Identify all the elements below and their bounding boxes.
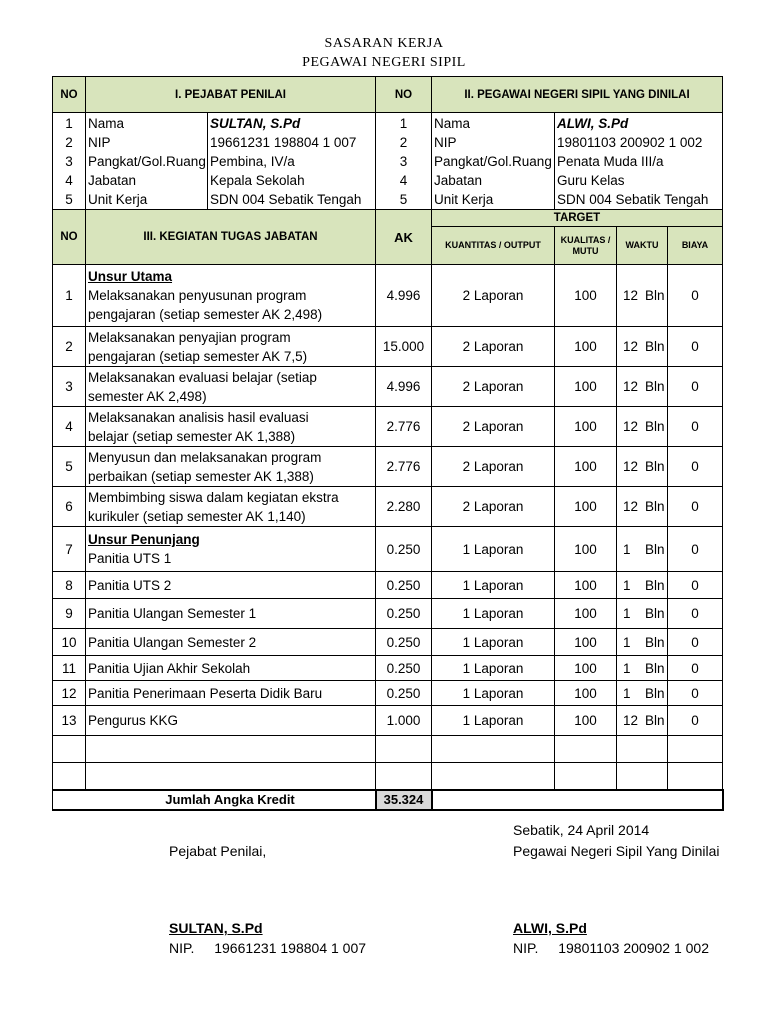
row-biaya: 0	[668, 599, 723, 629]
row-unit: Laporan	[473, 419, 524, 434]
row-biaya: 0	[668, 572, 723, 599]
table-row	[53, 599, 723, 629]
row-ak: 2.776	[376, 447, 432, 487]
row-mutu: 100	[555, 629, 617, 656]
row-output	[432, 629, 555, 656]
activity-cell	[86, 407, 376, 447]
row-biaya: 0	[668, 629, 723, 656]
row-waktu-value: 12	[623, 459, 639, 474]
unsur-penunjang-heading: Unsur Penunjang	[88, 532, 200, 547]
table-row	[53, 706, 723, 736]
row-waktu-value: 12	[623, 339, 639, 354]
row-waktu	[617, 265, 668, 327]
activity-line-2: semester AK 2,498)	[88, 388, 207, 404]
empty-rows	[53, 736, 723, 810]
identity-labels-right	[432, 113, 555, 210]
row-no: 1	[53, 265, 86, 327]
row-ak: 4.996	[376, 265, 432, 327]
row-ak: 0.250	[376, 527, 432, 572]
left-nip	[169, 940, 366, 956]
row-output	[432, 527, 555, 572]
id-no: 4	[399, 173, 408, 188]
id-label: NIP	[88, 135, 111, 150]
row-output	[432, 599, 555, 629]
table-row	[53, 265, 723, 327]
row-waktu	[617, 706, 668, 736]
row-mutu: 100	[555, 447, 617, 487]
row-biaya: 0	[668, 407, 723, 447]
row-waktu-unit: Bln	[645, 419, 665, 434]
row-ak: 1.000	[376, 706, 432, 736]
dinilai-pangkat: Penata Muda III/a	[557, 154, 664, 169]
id-no: 4	[65, 173, 73, 188]
id-label: Unit Kerja	[434, 192, 494, 207]
row-waktu-value: 1	[623, 541, 631, 557]
row-no: 4	[53, 407, 86, 447]
identity-block	[53, 113, 723, 210]
activity-line-1: Melaksanakan penyusunan program	[88, 288, 307, 303]
activity-cell	[86, 656, 376, 681]
row-output	[432, 656, 555, 681]
row-unit: Laporan	[473, 660, 524, 676]
activity-cell	[86, 327, 376, 367]
row-biaya: 0	[668, 367, 723, 407]
row-output	[432, 487, 555, 527]
row-no: 3	[53, 367, 86, 407]
row-output	[432, 265, 555, 327]
id-label: Jabatan	[434, 173, 483, 188]
row-biaya: 0	[668, 447, 723, 487]
row-ak: 4.996	[376, 367, 432, 407]
row-waktu	[617, 656, 668, 681]
header-target: TARGET	[432, 210, 723, 227]
table-row	[53, 487, 723, 527]
table-row	[53, 681, 723, 706]
row-ak: 0.250	[376, 629, 432, 656]
dinilai-jabatan: Guru Kelas	[557, 173, 625, 188]
row-qty: 1	[462, 577, 471, 593]
row-biaya: 0	[668, 487, 723, 527]
row-qty: 2	[462, 499, 471, 514]
right-nip-value: 19801103 200902 1 002	[558, 940, 709, 956]
row-qty: 2	[462, 339, 471, 354]
row-biaya: 0	[668, 706, 723, 736]
activity-line-2: kurikuler (setiap semester AK 1,140)	[88, 508, 306, 524]
document-subtitle: PEGAWAI NEGERI SIPIL	[302, 55, 466, 70]
row-waktu-unit: Bln	[645, 634, 665, 650]
row-waktu-unit: Bln	[645, 713, 665, 728]
row-no: 6	[53, 487, 86, 527]
activity-line-1: Melaksanakan analisis hasil evaluasi	[88, 409, 309, 425]
activity-cell	[86, 367, 376, 407]
row-waktu-value: 12	[623, 379, 639, 394]
row-biaya: 0	[668, 527, 723, 572]
header-no-2: NO	[376, 77, 432, 113]
row-output	[432, 681, 555, 706]
row-waktu	[617, 681, 668, 706]
row-mutu: 100	[555, 327, 617, 367]
row-mutu: 100	[555, 527, 617, 572]
row-qty: 1	[462, 606, 471, 621]
row-output	[432, 367, 555, 407]
row-ak: 2.776	[376, 407, 432, 447]
total-value: 35.324	[376, 790, 432, 810]
activity-line-1: Menyusun dan melaksanakan program	[88, 449, 322, 465]
row-waktu	[617, 599, 668, 629]
penilai-pangkat: Pembina, IV/a	[210, 154, 295, 169]
activity-cell	[86, 487, 376, 527]
activity-line-1: Panitia UTS 1	[88, 551, 172, 566]
row-mutu: 100	[555, 599, 617, 629]
row-ak: 0.250	[376, 572, 432, 599]
row-unit: Laporan	[473, 288, 524, 303]
row-waktu	[617, 629, 668, 656]
row-no: 5	[53, 447, 86, 487]
identity-numbers-right	[376, 113, 432, 210]
row-waktu	[617, 367, 668, 407]
activity-cell	[86, 447, 376, 487]
header-kualitas: KUALITAS / MUTU	[555, 227, 617, 265]
activity-cell	[86, 599, 376, 629]
dinilai-nip: 19801103 200902 1 002	[557, 135, 703, 150]
row-unit: Laporan	[473, 499, 524, 514]
activity-line-2: pengajaran (setiap semester AK 7,5)	[88, 348, 308, 364]
id-label: Unit Kerja	[88, 192, 148, 207]
id-no: 3	[65, 154, 73, 169]
row-waktu	[617, 487, 668, 527]
row-qty: 1	[462, 660, 471, 676]
activity-line-1: Melaksanakan evaluasi belajar (setiap	[88, 369, 317, 385]
row-unit: Laporan	[473, 541, 524, 557]
row-biaya: 0	[668, 681, 723, 706]
skp-table	[52, 76, 724, 811]
identity-numbers-left	[53, 113, 86, 210]
row-ak: 0.250	[376, 599, 432, 629]
activity-rows	[53, 265, 723, 736]
row-unit: Laporan	[473, 577, 524, 593]
table-row	[53, 629, 723, 656]
place-date: Sebatik, 24 April 2014	[513, 822, 650, 838]
row-unit: Laporan	[473, 459, 524, 474]
table-row	[53, 572, 723, 599]
row-biaya: 0	[668, 327, 723, 367]
activity-line-1: Panitia Ulangan Semester 1	[88, 606, 257, 621]
row-ak: 0.250	[376, 681, 432, 706]
id-label: Jabatan	[88, 173, 137, 188]
dinilai-unit: SDN 004 Sebatik Tengah	[557, 192, 709, 207]
row-no: 10	[53, 629, 86, 656]
row-mutu: 100	[555, 265, 617, 327]
total-row	[53, 790, 723, 810]
activity-line-1: Panitia Ulangan Semester 2	[88, 634, 257, 650]
header-no-3: NO	[53, 210, 86, 265]
activity-cell	[86, 681, 376, 706]
header-waktu: WAKTU	[617, 227, 668, 265]
document-title: SASARAN KERJA	[324, 36, 444, 51]
empty-row	[53, 736, 723, 763]
activity-line-1: Panitia Ujian Akhir Sekolah	[88, 660, 251, 676]
row-unit: Laporan	[473, 379, 524, 394]
id-no: 3	[399, 154, 408, 169]
row-output	[432, 447, 555, 487]
row-unit: Laporan	[473, 685, 524, 701]
row-biaya: 0	[668, 656, 723, 681]
row-biaya: 0	[668, 265, 723, 327]
header-pegawai-dinilai: II. PEGAWAI NEGERI SIPIL YANG DINILAI	[432, 77, 723, 113]
total-label: Jumlah Angka Kredit	[86, 790, 376, 810]
header-biaya: BIAYA	[668, 227, 723, 265]
header-no: NO	[53, 77, 86, 113]
row-no: 7	[53, 527, 86, 572]
row-output	[432, 706, 555, 736]
header-kuantitas: KUANTITAS / OUTPUT	[432, 227, 555, 265]
activity-line-1: Panitia UTS 2	[88, 577, 172, 593]
row-waktu-value: 12	[623, 499, 639, 514]
activity-cell	[86, 265, 376, 327]
row-mutu: 100	[555, 656, 617, 681]
row-qty: 2	[462, 288, 471, 303]
id-label: NIP	[434, 135, 457, 150]
row-no: 2	[53, 327, 86, 367]
row-waktu-unit: Bln	[645, 288, 665, 303]
row-waktu-value: 1	[623, 606, 631, 621]
id-label: Pangkat/Gol.Ruang	[88, 154, 206, 169]
table-row	[53, 367, 723, 407]
header-ak: AK	[376, 210, 432, 265]
activity-line-2: belajar (setiap semester AK 1,388)	[88, 428, 296, 444]
row-qty: 1	[462, 713, 471, 728]
table-row	[53, 447, 723, 487]
table-row	[53, 327, 723, 367]
row-ak: 2.280	[376, 487, 432, 527]
row-waktu-unit: Bln	[645, 499, 665, 514]
row-ak: 15.000	[376, 327, 432, 367]
right-nip-label: NIP.	[513, 940, 539, 956]
row-output	[432, 572, 555, 599]
identity-header-row	[53, 77, 723, 113]
penilai-jabatan: Kepala Sekolah	[210, 173, 305, 188]
row-no: 12	[53, 681, 86, 706]
left-role: Pejabat Penilai,	[169, 843, 267, 859]
table-row	[53, 656, 723, 681]
row-mutu: 100	[555, 407, 617, 447]
right-nip	[513, 940, 709, 956]
row-waktu	[617, 407, 668, 447]
row-waktu-value: 1	[623, 685, 631, 701]
row-unit: Laporan	[473, 339, 524, 354]
activity-cell	[86, 706, 376, 736]
activity-line-1: Membimbing siswa dalam kegiatan ekstra	[88, 489, 339, 505]
row-qty: 1	[462, 685, 471, 701]
row-output	[432, 327, 555, 367]
row-unit: Laporan	[473, 634, 524, 650]
activity-line-2: pengajaran (setiap semester AK 2,498)	[88, 307, 323, 322]
row-waktu-value: 1	[623, 660, 631, 676]
penilai-unit: SDN 004 Sebatik Tengah	[210, 192, 362, 207]
row-ak: 0.250	[376, 656, 432, 681]
id-no: 5	[65, 192, 73, 207]
activity-cell	[86, 572, 376, 599]
row-waktu-unit: Bln	[645, 606, 665, 621]
row-unit: Laporan	[473, 606, 524, 621]
row-mutu: 100	[555, 367, 617, 407]
row-waktu-unit: Bln	[645, 577, 665, 593]
activity-line-1: Pengurus KKG	[88, 713, 179, 728]
activity-header-row-1	[53, 210, 723, 227]
penilai-name: SULTAN, S.Pd	[210, 116, 301, 131]
dinilai-name: ALWI, S.Pd	[557, 116, 629, 131]
row-waktu	[617, 572, 668, 599]
row-mutu: 100	[555, 487, 617, 527]
row-waktu-unit: Bln	[645, 685, 665, 701]
header-kegiatan: III. KEGIATAN TUGAS JABATAN	[86, 210, 376, 265]
left-nip-value: 19661231 198804 1 007	[214, 940, 367, 956]
row-no: 9	[53, 599, 86, 629]
row-waktu-unit: Bln	[645, 379, 665, 394]
row-waktu-value: 12	[623, 419, 639, 434]
id-no: 5	[399, 192, 408, 207]
table-row	[53, 407, 723, 447]
right-signatory-name: ALWI, S.Pd	[513, 920, 587, 936]
id-label: Pangkat/Gol.Ruang	[434, 154, 552, 169]
id-no: 1	[399, 116, 408, 131]
row-qty: 2	[462, 459, 471, 474]
left-nip-label: NIP.	[169, 940, 195, 956]
activity-line-1: Melaksanakan penyajian program	[88, 329, 291, 345]
activity-cell	[86, 629, 376, 656]
row-waktu	[617, 447, 668, 487]
row-waktu-unit: Bln	[645, 660, 665, 676]
id-no: 2	[399, 135, 408, 150]
unsur-utama-heading: Unsur Utama	[88, 269, 173, 284]
row-qty: 2	[462, 419, 471, 434]
activity-cell	[86, 527, 376, 572]
row-waktu-value: 1	[623, 577, 631, 593]
row-waktu-value: 12	[623, 288, 639, 303]
left-signatory-name: SULTAN, S.Pd	[169, 920, 263, 936]
activity-line-2: perbaikan (setiap semester AK 1,388)	[88, 468, 314, 484]
row-unit: Laporan	[473, 713, 524, 728]
id-label: Nama	[434, 116, 471, 131]
row-qty: 2	[462, 379, 471, 394]
row-waktu-unit: Bln	[645, 541, 665, 557]
row-output	[432, 407, 555, 447]
row-qty: 1	[462, 634, 471, 650]
row-no: 11	[53, 656, 86, 681]
id-label: Nama	[88, 116, 125, 131]
row-mutu: 100	[555, 706, 617, 736]
activity-line-1: Panitia Penerimaan Peserta Didik Baru	[88, 685, 323, 701]
penilai-nip: 19661231 198804 1 007	[210, 135, 357, 150]
row-waktu-unit: Bln	[645, 459, 665, 474]
row-waktu-value: 1	[623, 634, 631, 650]
row-qty: 1	[462, 541, 471, 557]
id-no: 2	[65, 135, 73, 150]
right-role: Pegawai Negeri Sipil Yang Dinilai	[513, 843, 720, 859]
identity-values-penilai	[208, 113, 376, 210]
identity-values-dinilai	[555, 113, 723, 210]
empty-row	[53, 763, 723, 790]
row-waktu	[617, 527, 668, 572]
id-no: 1	[65, 116, 73, 131]
table-row	[53, 527, 723, 572]
identity-labels-left	[86, 113, 208, 210]
row-waktu	[617, 327, 668, 367]
row-waktu-unit: Bln	[645, 339, 665, 354]
row-mutu: 100	[555, 681, 617, 706]
row-waktu-value: 12	[623, 713, 639, 728]
row-mutu: 100	[555, 572, 617, 599]
row-no: 13	[53, 706, 86, 736]
header-pejabat-penilai: I. PEJABAT PENILAI	[86, 77, 376, 113]
row-no: 8	[53, 572, 86, 599]
